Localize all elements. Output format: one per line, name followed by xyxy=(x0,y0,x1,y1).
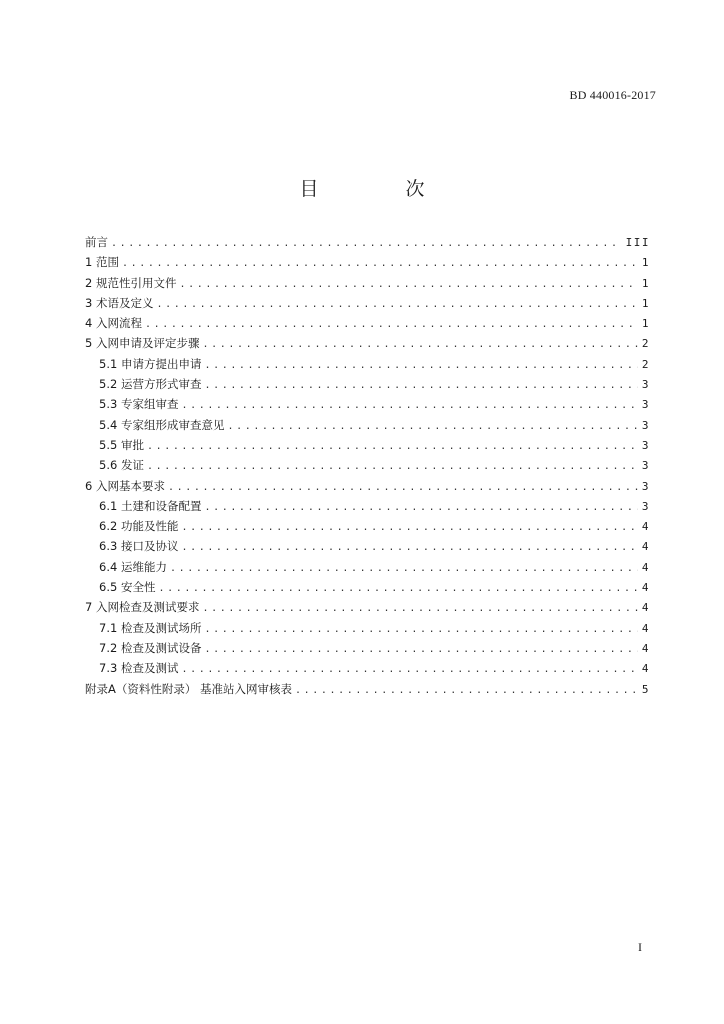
toc-entry-page: 4 xyxy=(641,581,650,595)
toc-leader-dots xyxy=(179,275,637,295)
toc-entry-page: 3 xyxy=(641,479,650,493)
toc-entry-label: 6.4 运维能力 xyxy=(99,559,167,574)
toc-entry-page: 3 xyxy=(641,438,650,452)
toc-entry[interactable] xyxy=(85,273,650,293)
toc-entry[interactable] xyxy=(85,638,650,658)
toc-leader-dots xyxy=(181,660,637,680)
toc-entry-label: 前言 xyxy=(85,235,108,249)
toc-entry-page: 2 xyxy=(641,337,650,351)
toc-entry[interactable] xyxy=(85,232,650,252)
toc-leader-dots xyxy=(111,234,622,254)
toc-leader-dots xyxy=(204,376,637,396)
toc-leader-dots xyxy=(147,437,638,457)
toc-entry-page: 3 xyxy=(641,378,650,392)
toc-entry-label: 5.2 运营方形式审查 xyxy=(99,377,202,392)
toc-entry[interactable] xyxy=(85,557,650,577)
toc-leader-dots xyxy=(147,457,638,477)
toc-entry-label: 7 入网检查及测试要求 xyxy=(85,600,200,615)
toc-entry-label: 7.1 检查及测试场所 xyxy=(99,620,202,635)
table-of-contents xyxy=(85,232,650,699)
toc-entry-page: 4 xyxy=(641,520,650,534)
toc-entry-page: 4 xyxy=(641,601,650,615)
toc-entry[interactable] xyxy=(85,415,650,435)
toc-entry-page: 1 xyxy=(641,296,650,310)
toc-entry[interactable] xyxy=(85,658,650,678)
toc-entry[interactable] xyxy=(85,313,650,333)
toc-entry[interactable] xyxy=(85,536,650,556)
toc-leader-dots xyxy=(181,396,637,416)
toc-entry-label: 6.2 功能及性能 xyxy=(99,519,179,534)
toc-entry[interactable] xyxy=(85,333,650,353)
toc-entry-label: 4 入网流程 xyxy=(85,316,142,331)
toc-entry[interactable] xyxy=(85,354,650,374)
toc-entry[interactable] xyxy=(85,435,650,455)
toc-entry[interactable] xyxy=(85,618,650,638)
toc-entry-label: 6.1 土建和设备配置 xyxy=(99,498,202,513)
toc-entry[interactable] xyxy=(85,293,650,313)
toc-leader-dots xyxy=(122,254,638,274)
toc-entry-page: 4 xyxy=(641,621,650,635)
toc-leader-dots xyxy=(202,599,637,619)
toc-leader-dots xyxy=(158,579,637,599)
page-number: I xyxy=(638,940,642,954)
toc-entry-page: 3 xyxy=(641,499,650,513)
toc-entry[interactable] xyxy=(85,597,650,617)
toc-entry-page: 3 xyxy=(641,459,650,473)
toc-entry-label: 5.5 审批 xyxy=(99,437,144,452)
toc-entry-page: 4 xyxy=(641,540,650,554)
toc-entry-page: 4 xyxy=(641,662,650,676)
toc-entry-page: 2 xyxy=(641,357,650,371)
toc-leader-dots xyxy=(202,335,637,355)
toc-leader-dots xyxy=(204,640,637,660)
toc-leader-dots xyxy=(227,417,637,437)
toc-entry-label: 5.6 发证 xyxy=(99,458,144,473)
toc-entry-label: 5.3 专家组审查 xyxy=(99,397,179,412)
toc-leader-dots xyxy=(204,498,637,518)
toc-entry-label: 1 范围 xyxy=(85,255,119,270)
toc-leader-dots xyxy=(170,559,638,579)
toc-entry-page: 1 xyxy=(641,256,650,270)
toc-entry-page: 5 xyxy=(641,682,650,696)
toc-entry-label: 6.5 安全性 xyxy=(99,580,156,595)
toc-entry[interactable] xyxy=(85,394,650,414)
toc-entry-label: 2 规范性引用文件 xyxy=(85,275,177,290)
toc-entry[interactable] xyxy=(85,455,650,475)
toc-leader-dots xyxy=(168,478,638,498)
toc-leader-dots xyxy=(145,315,638,335)
toc-entry-label: 5.1 申请方提出申请 xyxy=(99,356,202,371)
toc-entry-label: 附录A（资料性附录） 基准站入网审核表 xyxy=(85,681,293,696)
toc-entry-label: 5.4 专家组形成审查意见 xyxy=(99,417,225,432)
toc-entry[interactable] xyxy=(85,679,650,699)
toc-leader-dots xyxy=(204,356,637,376)
toc-entry-page: 4 xyxy=(641,560,650,574)
toc-entry-page: 4 xyxy=(641,641,650,655)
toc-entry-label: 3 术语及定义 xyxy=(85,295,154,310)
toc-leader-dots xyxy=(156,295,637,315)
toc-entry-label: 7.2 检查及测试设备 xyxy=(99,640,202,655)
page-title: 目 次 xyxy=(299,178,459,200)
document-code: BD 440016-2017 xyxy=(569,88,656,102)
toc-entry-page: 1 xyxy=(641,317,650,331)
toc-leader-dots xyxy=(295,681,638,701)
toc-entry[interactable] xyxy=(85,516,650,536)
toc-entry[interactable] xyxy=(85,496,650,516)
toc-entry-label: 5 入网申请及评定步骤 xyxy=(85,336,200,351)
toc-entry-page: 1 xyxy=(641,276,650,290)
toc-leader-dots xyxy=(181,538,637,558)
toc-entry-label: 7.3 检查及测试 xyxy=(99,661,179,676)
toc-entry[interactable] xyxy=(85,476,650,496)
toc-leader-dots xyxy=(181,518,637,538)
toc-entry-label: 6 入网基本要求 xyxy=(85,478,165,493)
toc-entry[interactable] xyxy=(85,577,650,597)
toc-entry-page: 3 xyxy=(641,418,650,432)
toc-entry-page: 3 xyxy=(641,398,650,412)
toc-leader-dots xyxy=(204,620,637,640)
toc-entry[interactable] xyxy=(85,252,650,272)
toc-entry-page: III xyxy=(625,236,650,249)
toc-entry-label: 6.3 接口及协议 xyxy=(99,539,179,554)
toc-entry[interactable] xyxy=(85,374,650,394)
